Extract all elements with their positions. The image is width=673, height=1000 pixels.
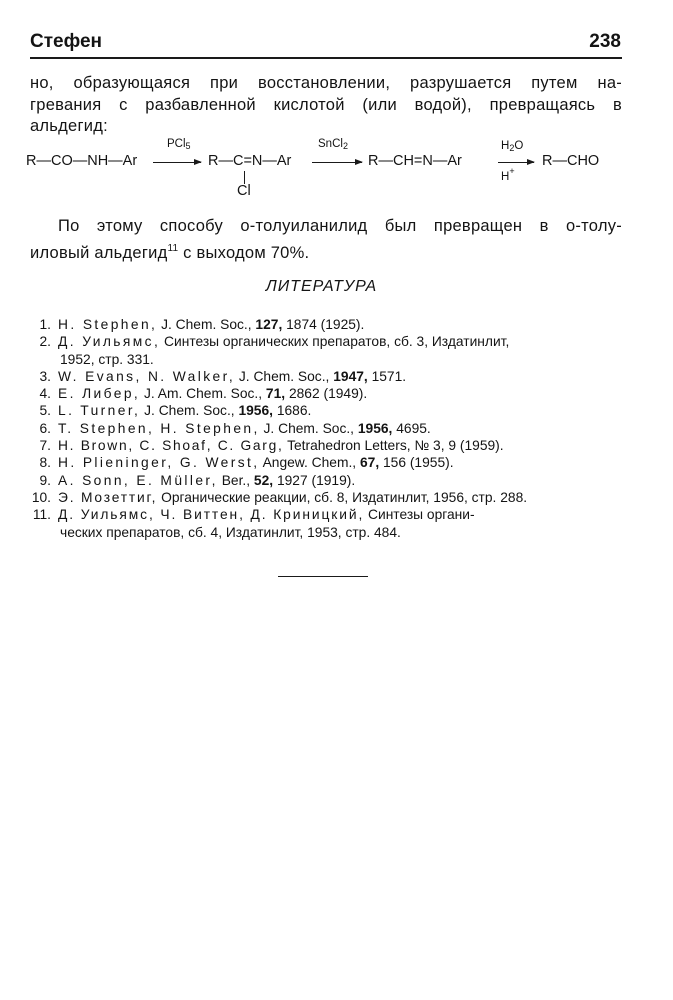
paragraph-example bbox=[30, 216, 622, 264]
reference-item: 6. T. Stephen, H. Stephen, J. Chem. Soc., 1956, 4695. bbox=[39, 420, 431, 436]
running-head-title: Стефен bbox=[30, 31, 103, 52]
reaction-arrow-3 bbox=[498, 162, 534, 163]
product-aldehyde: R—CHO bbox=[542, 153, 600, 169]
reference-item: 8. H. Plieninger, G. Werst, Angew. Chem., 67, 156 (1955). bbox=[39, 455, 454, 471]
text-line: иловый альдегид$^{11}$ с выходом 70%. bbox=[30, 242, 310, 262]
intermediate-imidoyl-chloride: R—C=N—Ar bbox=[208, 153, 292, 169]
reference-item: 4. Е. Либер, J. Am. Chem. Soc., 71, 2862 (1949). bbox=[39, 386, 368, 402]
intermediate-aldimine: R—CH=N—Ar bbox=[368, 153, 462, 169]
reagent-pcl5: PCl$_5$ bbox=[167, 138, 191, 151]
text-line: но, образующаяся при восстановлении, разрушается путем на- bbox=[30, 74, 622, 92]
text-line: альдегид: bbox=[30, 117, 108, 135]
reference-item: 2. Д. Уильямс, Синтезы органических препаратов, сб. 3, Издатинлит, 1952, стр. 331. bbox=[39, 334, 510, 367]
reference-item: 7. H. Brown, C. Shoaf, C. Garg, Tetrahedron Letters, № 3, 9 (1959). bbox=[39, 438, 504, 454]
text-line: гревания с разбавленной кислотой (или водой), превращаясь в bbox=[30, 95, 622, 114]
text-line: По этому способу о-толуиланилид был превращен в о-толу- bbox=[58, 217, 622, 235]
reagent-sncl2: SnCl$_2$ bbox=[318, 138, 348, 151]
reference-item: 9. A. Sonn, E. Müller, Ber., 52, 1927 (1919). bbox=[39, 472, 356, 488]
reference-list bbox=[30, 316, 630, 541]
paragraph-intro bbox=[30, 73, 622, 138]
footnote-ref: 11 bbox=[167, 242, 179, 254]
reagent-water: $H_2O$ bbox=[501, 140, 524, 153]
reagent-proton: H+ bbox=[501, 166, 515, 183]
reference-item: 11. Д. Уильямс, Ч. Виттен, Д. Криницкий, Синтезы органи- ческих препаратов, сб. 4, Издатинлит, 1953, стр. 484. bbox=[32, 507, 475, 540]
reference-item: 1. H. Stephen, J. Chem. Soc., 127, 1874 (1925). bbox=[39, 317, 365, 332]
reference-item: 10. Э. Мозеттиг, Органические реакции, сб. 8, Издатинлит, 1956, стр. 288. bbox=[31, 489, 528, 505]
substituent-cl: Cl bbox=[237, 183, 251, 199]
reference-item: 5. L. Turner, J. Chem. Soc., 1956, 1686. bbox=[39, 403, 312, 419]
reaction-arrow-2 bbox=[312, 162, 362, 163]
page-number: 238 bbox=[589, 31, 621, 52]
header-rule bbox=[30, 57, 622, 59]
reactant-amide: R—CO—NH—Ar bbox=[26, 153, 138, 169]
literature-heading: ЛИТЕРАТУРА bbox=[265, 278, 378, 295]
reaction-arrow-1 bbox=[153, 162, 201, 163]
reference-item: 3. W. Evans, N. Walker, J. Chem. Soc., 1947, 1571. bbox=[39, 368, 407, 384]
reaction-scheme bbox=[26, 138, 626, 198]
end-rule bbox=[278, 576, 368, 577]
